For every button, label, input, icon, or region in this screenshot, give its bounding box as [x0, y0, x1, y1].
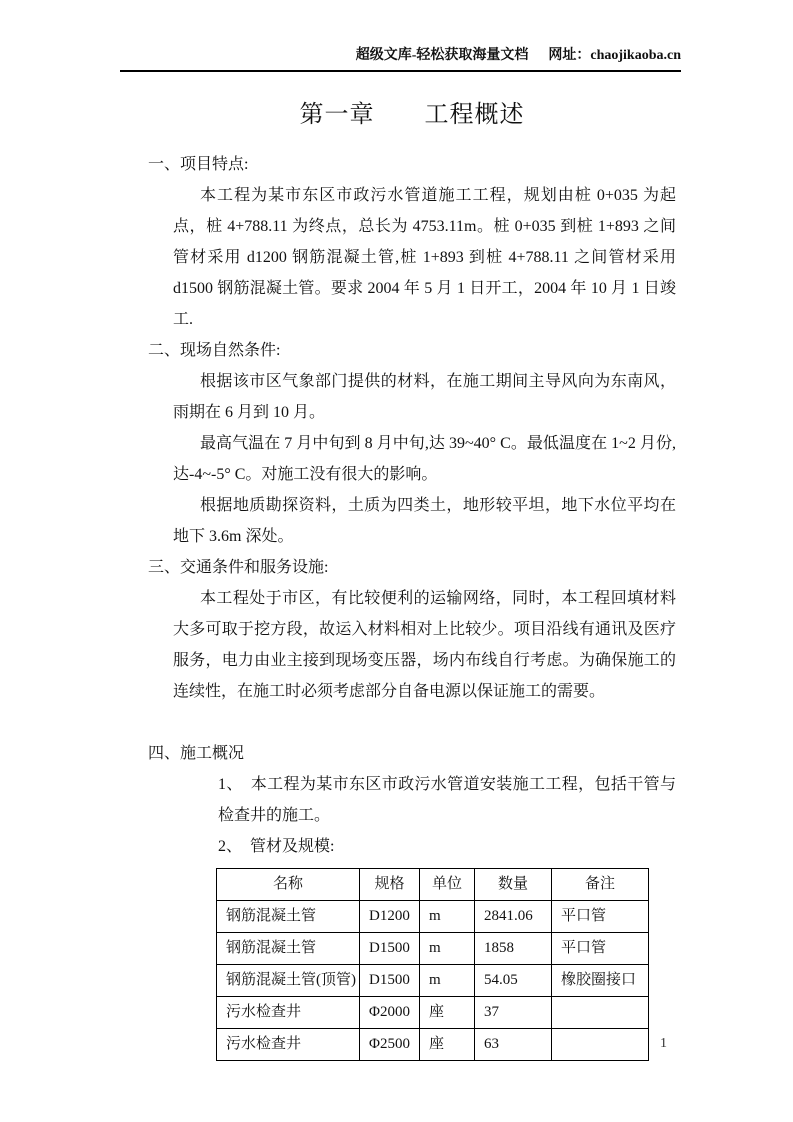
section-traffic-services — [148, 552, 676, 707]
cell-spec: D1500 — [360, 965, 420, 997]
cell-spec: D1500 — [360, 933, 420, 965]
list-item — [218, 831, 676, 862]
table-row — [217, 997, 649, 1029]
cell-quantity: 63 — [475, 1029, 552, 1061]
col-header-name: 名称 — [217, 869, 360, 901]
page-header — [120, 44, 681, 72]
section-heading: 二、现场自然条件: — [148, 342, 281, 359]
cell-unit: m — [420, 965, 475, 997]
cell-unit: 座 — [420, 997, 475, 1029]
list-item-marker: 2、 — [218, 838, 243, 855]
cell-quantity: 2841.06 — [475, 901, 552, 933]
col-header-unit: 单位 — [420, 869, 475, 901]
table-header-row — [217, 869, 649, 901]
section-heading: 一、项目特点: — [148, 156, 249, 173]
section-construction-overview — [148, 738, 676, 1061]
cell-spec: Φ2000 — [360, 997, 420, 1029]
cell-remark: 平口管 — [552, 933, 649, 965]
list-item-text: 管材及规模: — [250, 838, 335, 855]
col-header-quantity: 数量 — [475, 869, 552, 901]
paragraph: 本工程处于市区，有比较便利的运输网络，同时，本工程回填材料大多可取于挖方段，故运入材料相对上比较少。项目沿线有通讯及医疗服务，电力由业主接到现场变压器，场内布线自行考虑。为确保施工的连续性，在施工时必须考虑部分自备电源以保证施工的需要。 — [173, 590, 676, 700]
cell-remark — [552, 1029, 649, 1061]
header-url: chaojikaoba.cn — [590, 48, 681, 63]
cell-unit: m — [420, 933, 475, 965]
col-header-remark: 备注 — [552, 869, 649, 901]
header-url-label: 网址： — [548, 48, 591, 63]
table-row — [217, 933, 649, 965]
page-number: 1 — [660, 1036, 667, 1051]
cell-quantity: 37 — [475, 997, 552, 1029]
chapter-title: 第一章 工程概述 — [299, 102, 525, 128]
table-row — [217, 965, 649, 997]
section-heading: 四、施工概况 — [148, 745, 245, 762]
cell-spec: D1200 — [360, 901, 420, 933]
cell-name: 钢筋混凝土管 — [217, 933, 360, 965]
cell-quantity: 54.05 — [475, 965, 552, 997]
paragraph: 根据该市区气象部门提供的材料，在施工期间主导风向为东南风，雨期在 6 月到 10 月。 — [173, 373, 676, 421]
cell-unit: 座 — [420, 1029, 475, 1061]
header-site-name: 超级文库-轻松获取海量文档 — [355, 48, 529, 63]
section-site-conditions — [148, 335, 676, 552]
list-item — [218, 769, 676, 831]
list-item-text: 本工程为某市东区市政污水管道安装施工工程，包括干管与检查井的施工。 — [218, 776, 676, 824]
cell-name: 钢筋混凝土管(顶管) — [217, 965, 360, 997]
materials-table — [216, 868, 649, 1061]
paragraph: 根据地质勘探资料，土质为四类土，地形较平坦，地下水位平均在地下 3.6m 深处。 — [173, 497, 676, 545]
cell-name: 污水检查井 — [217, 1029, 360, 1061]
cell-unit: m — [420, 901, 475, 933]
document-body — [148, 98, 676, 1061]
cell-name: 污水检查井 — [217, 997, 360, 1029]
table-row — [217, 901, 649, 933]
paragraph: 最高气温在 7 月中旬到 8 月中旬,达 39~40° C。最低温度在 1~2 月份,达-4~-5° C。对施工没有很大的影响。 — [173, 435, 676, 483]
cell-remark — [552, 997, 649, 1029]
table-row — [217, 1029, 649, 1061]
cell-remark: 橡胶圈接口 — [552, 965, 649, 997]
list-item-marker: 1、 — [218, 776, 243, 793]
cell-quantity: 1858 — [475, 933, 552, 965]
section-project-features — [148, 149, 676, 335]
paragraph: 本工程为某市东区市政污水管道施工工程，规划由桩 0+035 为起点，桩 4+788.11 为终点，总长为 4753.11m。桩 0+035 到桩 1+893 之间管材采用 d1200 钢筋混凝土管,桩 1+893 到桩 4+788.11 之间管材采用 d1500 钢筋混凝土管。要求 2004 年 5 月 1 日开工，2004 年 10 月 1 日竣工. — [173, 187, 676, 328]
section-heading: 三、交通条件和服务设施: — [148, 559, 329, 576]
cell-name: 钢筋混凝土管 — [217, 901, 360, 933]
cell-spec: Φ2500 — [360, 1029, 420, 1061]
col-header-spec: 规格 — [360, 869, 420, 901]
cell-remark: 平口管 — [552, 901, 649, 933]
